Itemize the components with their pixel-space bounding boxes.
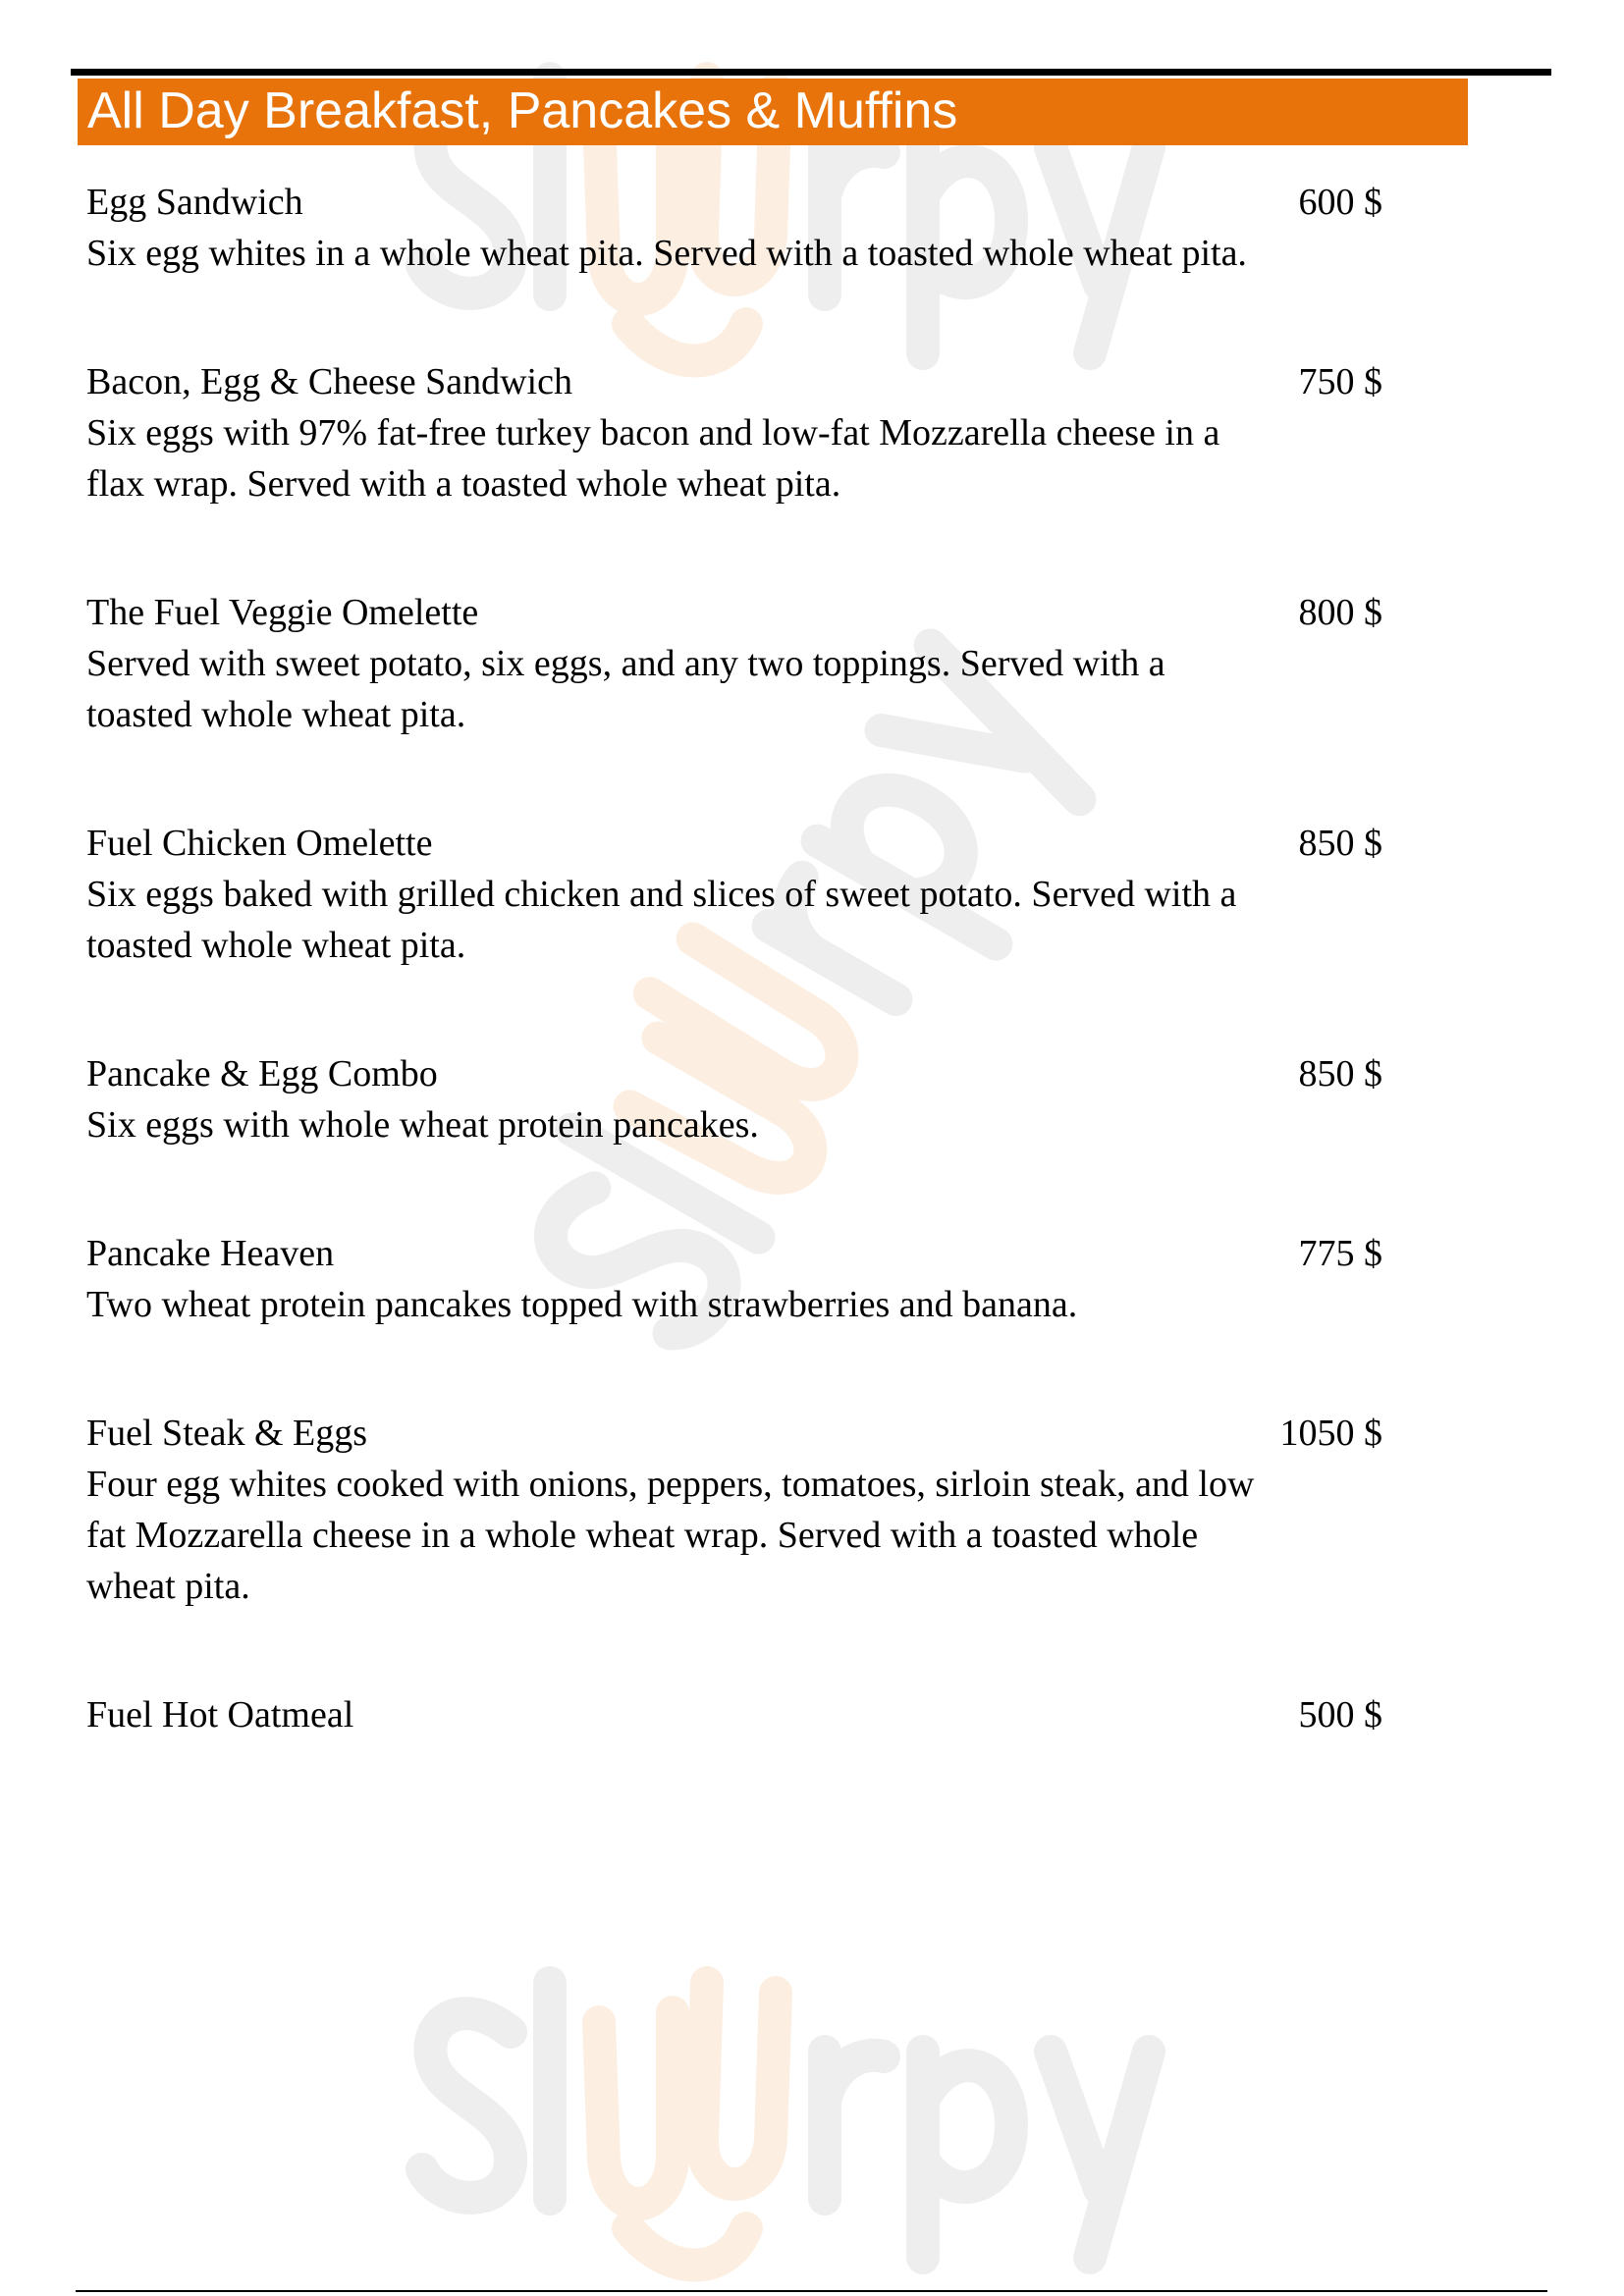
menu-item [86, 177, 1382, 279]
item-price: 500 $ [1298, 1694, 1382, 1735]
item-description: Six eggs baked with grilled chicken and slices of sweet potato. Served with a toasted whole wheat pita. [86, 874, 1237, 966]
item-price: 775 $ [1298, 1233, 1382, 1274]
item-description: Six eggs with 97% fat-free turkey bacon and low-fat Mozzarella cheese in a flax wrap. Served with a toasted whole wheat pita. [86, 412, 1220, 505]
watermark-logo-bottom [403, 1963, 1237, 2287]
item-price: 1050 $ [1279, 1413, 1382, 1454]
item-description: Served with sweet potato, six eggs, and any two toppings. Served with a toasted whole wheat pita. [86, 643, 1165, 735]
item-price: 750 $ [1298, 361, 1382, 402]
item-name: Bacon, Egg & Cheese Sandwich [86, 361, 572, 402]
menu-item [86, 1408, 1382, 1612]
menu-item [86, 356, 1382, 509]
item-description: Six egg whites in a whole wheat pita. Served with a toasted whole wheat pita. [86, 233, 1247, 274]
menu-item [86, 1228, 1382, 1330]
section-header [78, 79, 1468, 145]
menu-item [86, 1048, 1382, 1150]
item-name: Fuel Hot Oatmeal [86, 1694, 354, 1735]
item-price: 600 $ [1298, 182, 1382, 223]
menu-item [86, 818, 1382, 971]
item-name: Fuel Chicken Omelette [86, 823, 433, 864]
item-name: Pancake & Egg Combo [86, 1053, 438, 1095]
item-price: 850 $ [1298, 1053, 1382, 1095]
item-name: The Fuel Veggie Omelette [86, 592, 479, 633]
item-price: 800 $ [1298, 592, 1382, 633]
item-name: Pancake Heaven [86, 1233, 335, 1274]
menu-item [86, 587, 1382, 740]
section-title: All Day Breakfast, Pancakes & Muffins [87, 82, 958, 139]
item-description: Four egg whites cooked with onions, peppers, tomatoes, sirloin steak, and low fat Mozzarella cheese in a whole wheat wrap. Served with a toasted whole wheat pita. [86, 1464, 1255, 1607]
menu-item [86, 1689, 1382, 1740]
bottom-rule [76, 2290, 1547, 2292]
item-name: Fuel Steak & Eggs [86, 1413, 368, 1454]
item-description: Two wheat protein pancakes topped with strawberries and banana. [86, 1284, 1078, 1325]
item-price: 850 $ [1298, 823, 1382, 864]
menu-list [86, 177, 1382, 1818]
item-description: Six eggs with whole wheat protein pancakes. [86, 1104, 759, 1146]
top-rule [71, 69, 1551, 76]
item-name: Egg Sandwich [86, 182, 303, 223]
